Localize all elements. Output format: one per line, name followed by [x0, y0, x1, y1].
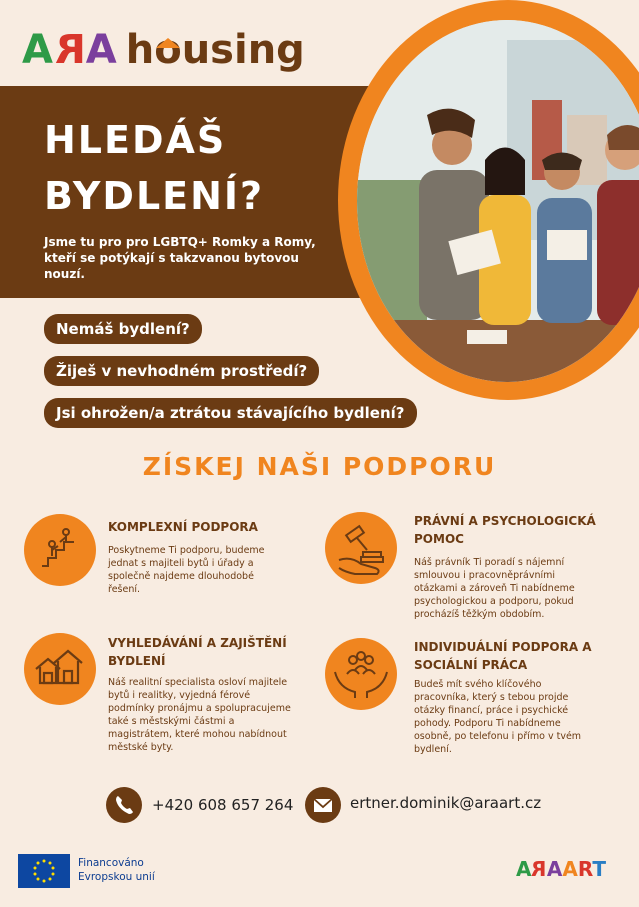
gavel-hand-icon — [325, 512, 397, 584]
feature-title-search: VYHLEDÁVÁNÍ A ZAJIŠTĚNÍ BYDLENÍ — [108, 636, 287, 668]
email-address[interactable]: ertner.dominik@araart.cz — [350, 794, 542, 812]
email-icon[interactable] — [305, 787, 341, 823]
araart-letter-5: R — [577, 857, 593, 881]
team-illustration — [357, 20, 639, 382]
eu-funding-text — [78, 856, 155, 884]
araart-logo — [516, 854, 606, 884]
feature-title-legal-text: PRÁVNÍ A PSYCHOLOGICKÁ POMOC — [414, 514, 596, 546]
araart-letter-4: A — [562, 857, 578, 881]
feature-text-search: Náš realitní specialista osloví majitele bytů i realitky, vyjedná férové podmínky pronájmu a spolupracujeme také s městskými částmi a magistrátem, které mohou nabídnout městské byty. — [108, 677, 291, 753]
feature-text-legal: Náš právník Ti poradí s nájemní smlouvou i pracovněprávními otázkami a zároveň Ti nabídneme psychologickou a podporu, pokud procházíš těžkým obdobím. — [414, 557, 575, 620]
headline-line-1: HLEDÁŠ — [44, 118, 227, 162]
logo-housing-word — [126, 26, 305, 74]
araart-letter-3: A — [546, 857, 563, 881]
ara-logo-letters — [22, 26, 118, 74]
araart-letter-6: T — [592, 857, 607, 881]
section-title: ZÍSKEJ NAŠI PODPORU — [142, 452, 497, 481]
logo-housing-text: housing — [125, 27, 305, 73]
question-pill-losing-housing: Jsi ohrožen/a ztrátou stávajícího bydlení? — [44, 398, 417, 428]
eu-flag-icon — [18, 854, 70, 888]
feature-text-comprehensive: Poskytneme Ti podporu, budeme jednat s majiteli bytů i úřady a společně najdeme dlouhodobé řešení. — [108, 545, 265, 595]
people-hands-icon — [325, 638, 397, 710]
question-pill-bad-environment: Žiješ v nevhodném prostředí? — [44, 356, 319, 386]
logo-letter-a2: A — [85, 27, 118, 73]
houses-icon — [24, 633, 96, 705]
eu-funding-line-2: Evropskou unií — [78, 871, 155, 883]
question-pill-no-housing: Nemáš bydlení? — [44, 314, 202, 344]
logo-letter-r: R — [53, 27, 86, 73]
roof-icon — [156, 38, 180, 48]
headline — [44, 112, 374, 224]
header-subtext: Jsme tu pro pro LGBTQ+ Romky a Romy, kteří se potýkají s takzvanou bytovou nouzí. — [44, 235, 316, 281]
eu-funding-line-1: Financováno — [78, 857, 144, 869]
araart-letter-2: R — [531, 857, 547, 881]
feature-title-comprehensive: KOMPLEXNÍ PODPORA — [108, 520, 258, 534]
logo-letter-a1: A — [22, 27, 54, 73]
araart-letter-1: A — [516, 857, 532, 881]
headline-line-2: BYDLENÍ? — [44, 174, 265, 218]
phone-number[interactable]: +420 608 657 264 — [152, 796, 294, 814]
feature-text-individual: Budeš mít svého klíčového pracovníka, který s tebou projde otázky financí, práce i psychické pohody. Podporu Ti nabídneme osobně, po telefonu i přímo v tvém bydlení. — [414, 679, 582, 755]
climbing-people-icon — [24, 514, 96, 586]
phone-icon[interactable] — [106, 787, 142, 823]
feature-title-individual: INDIVIDUÁLNÍ PODPORA A SOCIÁLNÍ PRÁCA — [414, 640, 592, 672]
feature-title-legal — [414, 512, 614, 548]
ara-housing-logo — [22, 18, 305, 74]
team-photo — [357, 20, 639, 382]
